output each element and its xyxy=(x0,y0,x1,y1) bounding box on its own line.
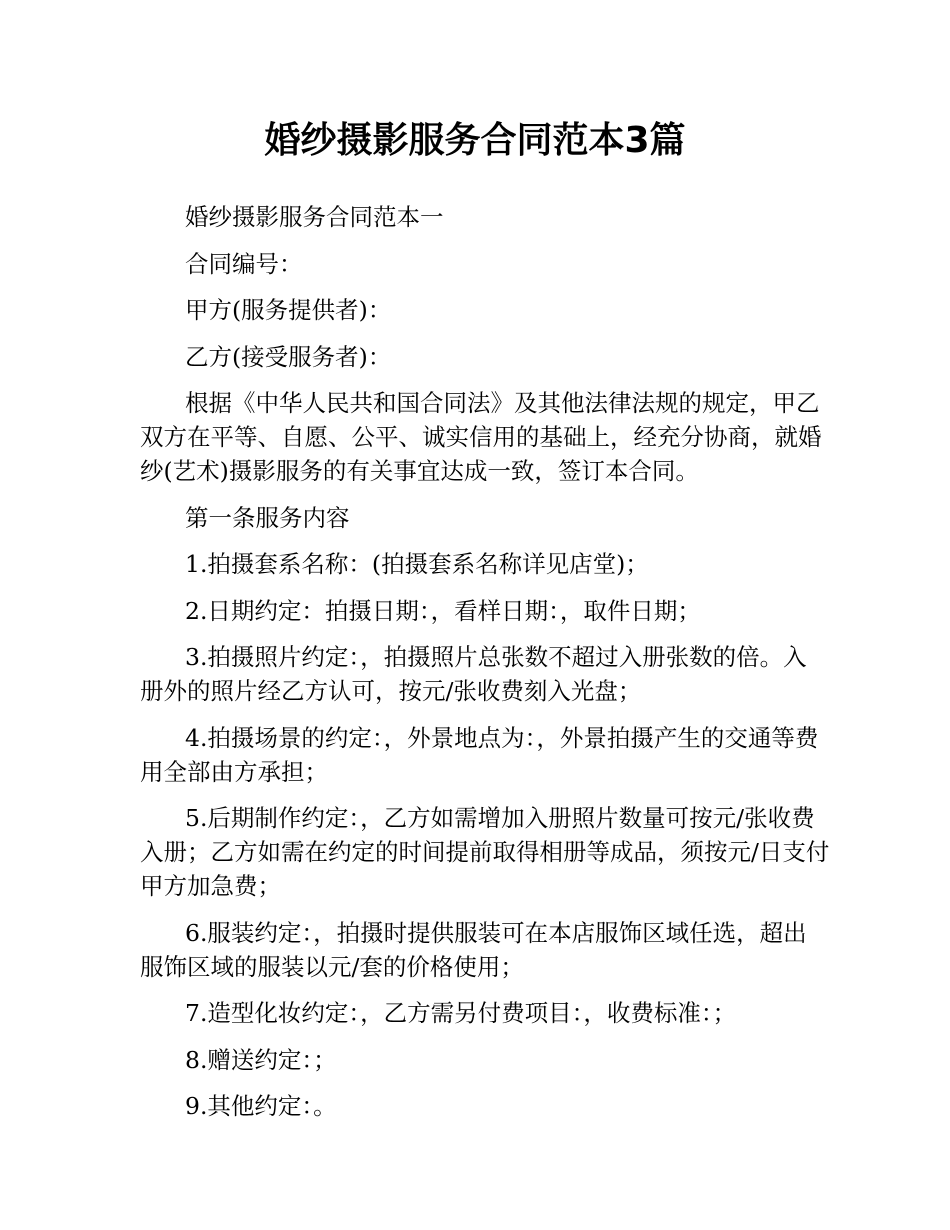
clause-item: 8.赠送约定：； xyxy=(185,1045,337,1074)
document-title: 婚纱摄影服务合同范本3篇 xyxy=(264,120,686,161)
clause-item: 1.拍摄套系名称：(拍摄套系名称详见店堂)； xyxy=(185,550,649,578)
document-body xyxy=(140,200,830,1136)
preamble-paragraph: 根据《中华人民共和国合同法》及其他法律法规的规定，甲乙双方在平等、自愿、公平、诚实信用的基础上，经充分协商，就婚纱(艺术)摄影服务的有关事宜达成一致，签订本合同。 xyxy=(140,389,822,485)
article-heading: 第一条服务内容 xyxy=(185,503,350,532)
party-a-field: 甲方(服务提供者)： xyxy=(185,296,392,324)
clause-item: 5.后期制作约定：，乙方如需增加入册照片数量可按元/张收费入册；乙方如需在约定的时间提前取得相册等成品，须按元/日支付甲方加急费； xyxy=(140,804,830,900)
clause-item: 9.其他约定：。 xyxy=(185,1092,337,1120)
clause-item: 3.拍摄照片约定：，拍摄照片总张数不超过入册张数的倍。入册外的照片经乙方认可，按元/张收费刻入光盘； xyxy=(140,643,807,705)
clause-item: 4.拍摄场景的约定：，外景地点为：，外景拍摄产生的交通等费用全部由方承担； xyxy=(140,723,819,786)
party-b-field: 乙方(接受服务者)： xyxy=(185,342,392,371)
section-heading: 婚纱摄影服务合同范本一 xyxy=(185,203,444,231)
clause-item: 7.造型化妆约定：，乙方需另付费项目：，收费标准：； xyxy=(185,999,737,1027)
clause-item: 2.日期约定：拍摄日期：，看样日期：，取件日期； xyxy=(185,596,701,625)
clause-item: 6.服装约定：，拍摄时提供服装可在本店服饰区域任选，超出服饰区域的服装以元/套的价格使用； xyxy=(140,918,807,981)
contract-number-field: 合同编号： xyxy=(185,249,303,278)
